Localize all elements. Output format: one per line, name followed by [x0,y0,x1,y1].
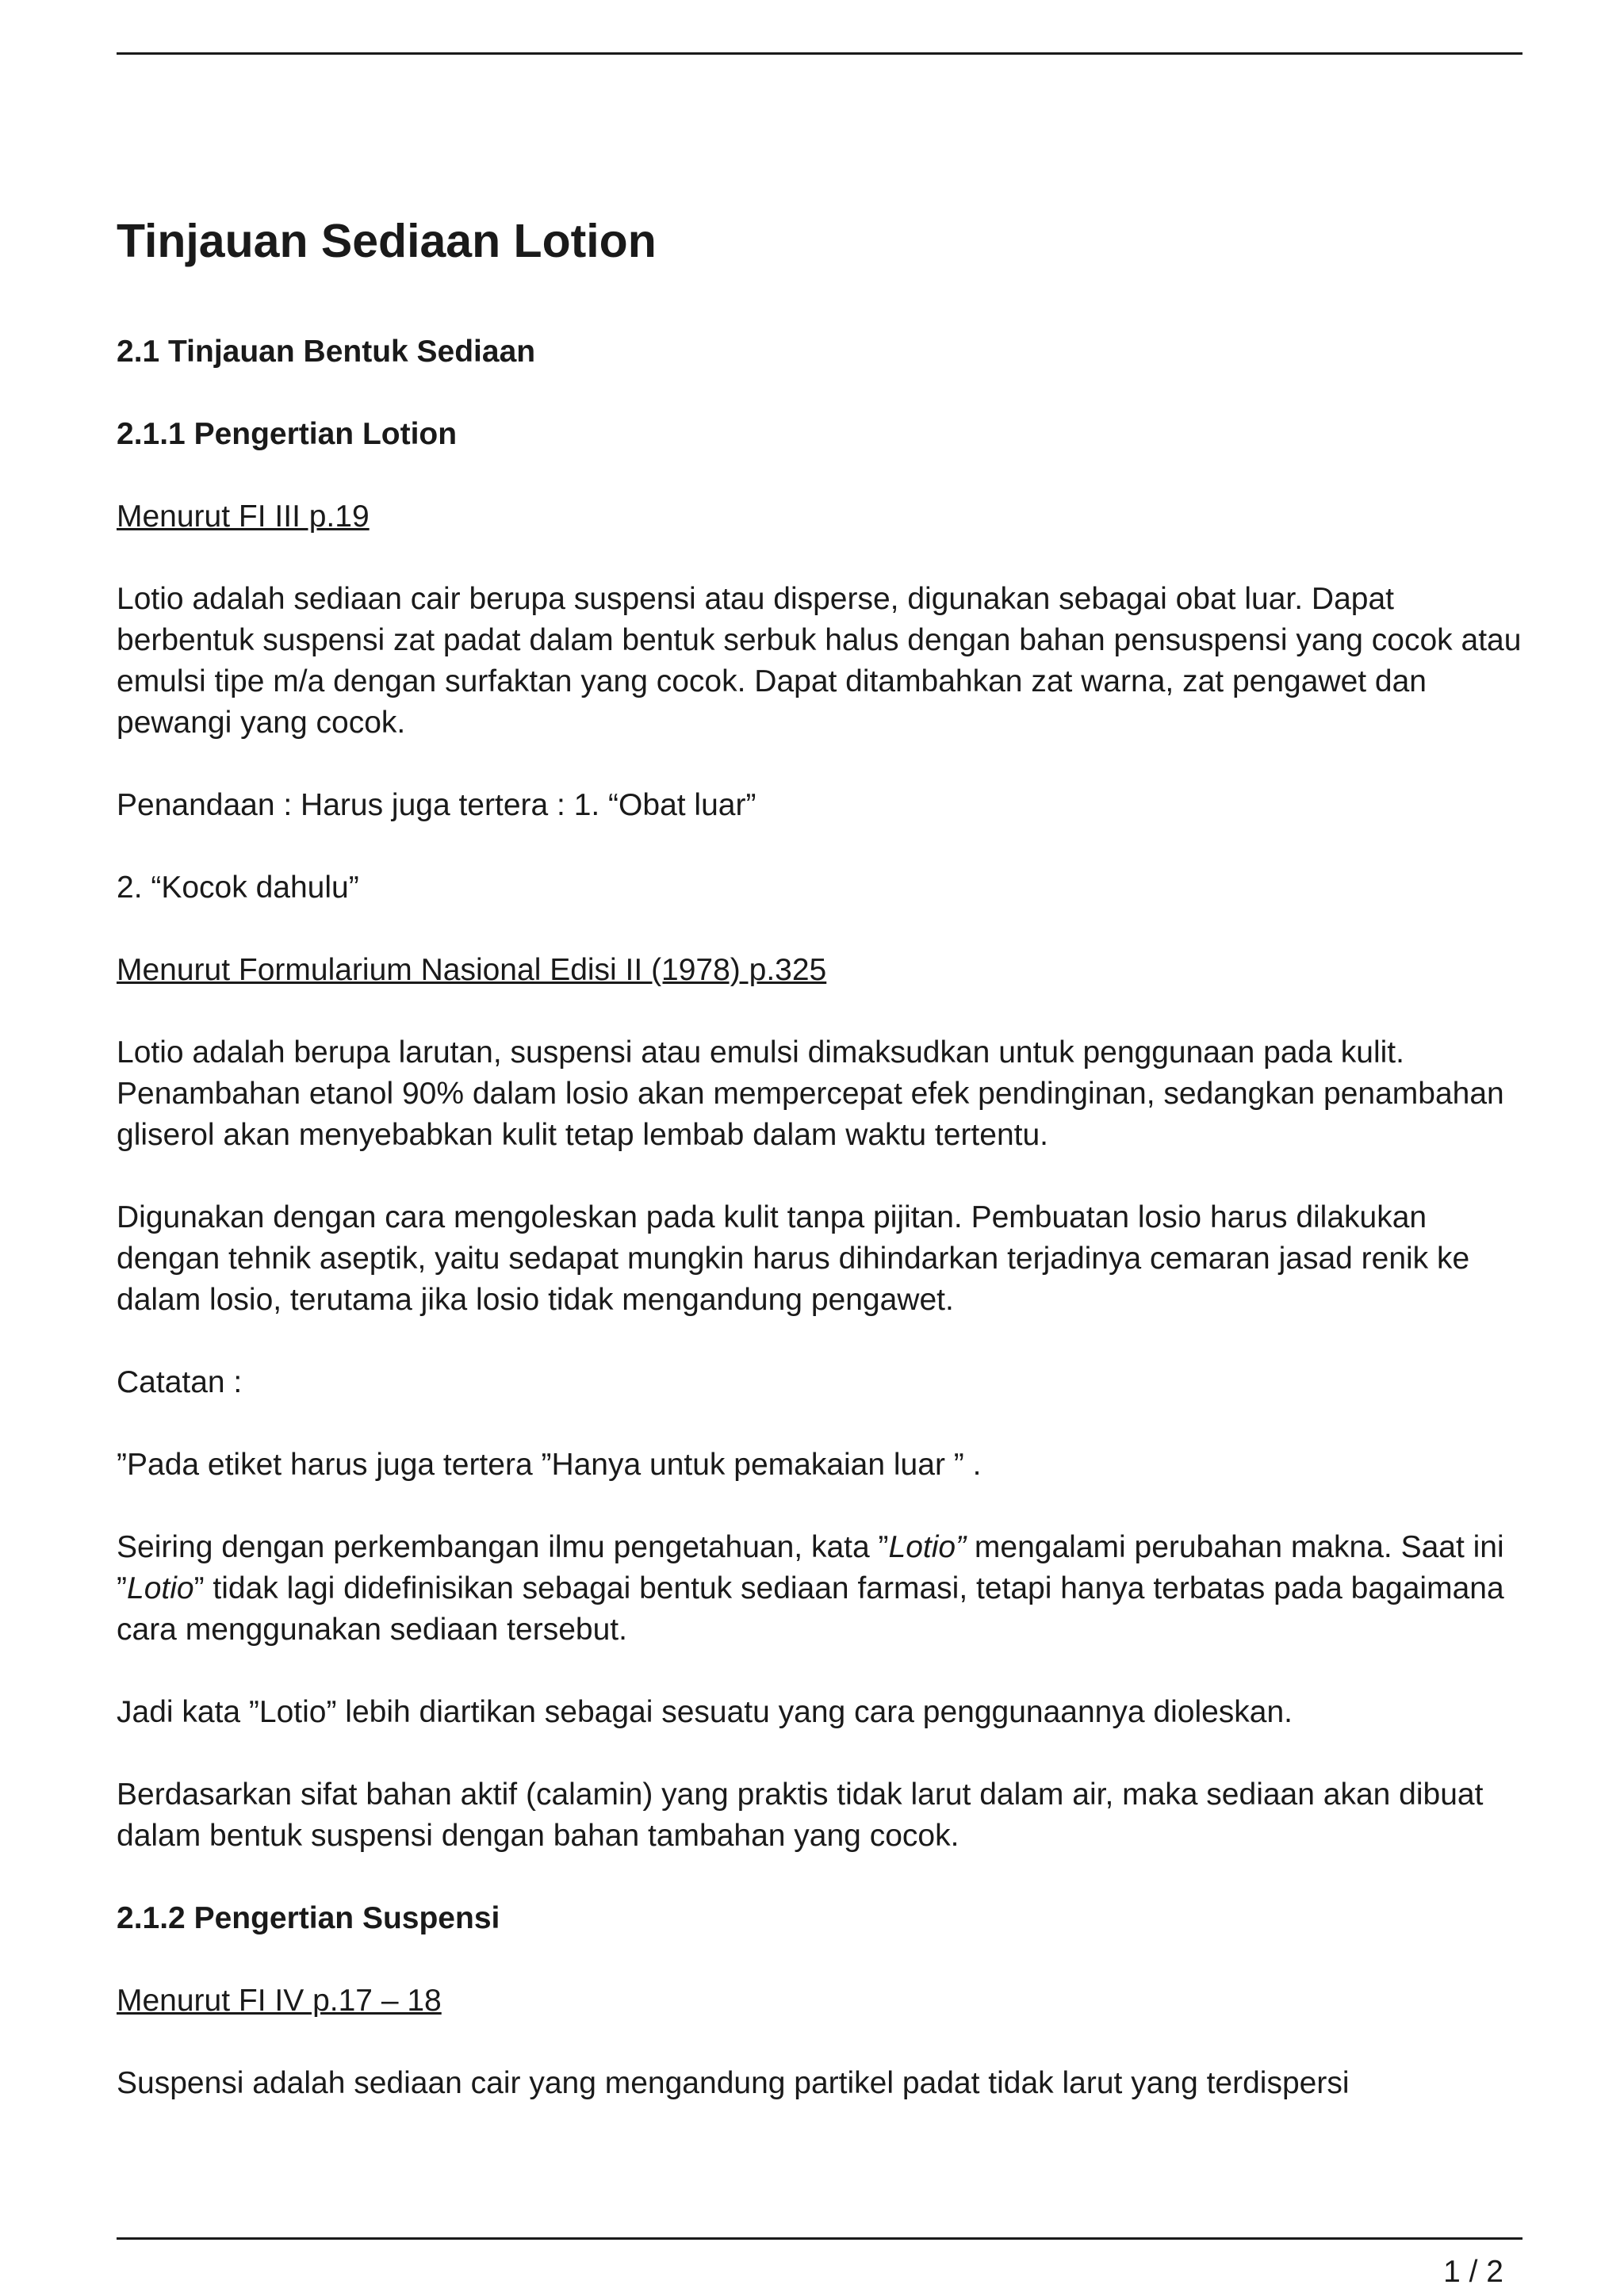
paragraph-lotio-definition-2: Lotio adalah berupa larutan, suspensi atau emulsi dimaksudkan untuk penggunaan pada kulit. Penambahan etanol 90% dalam losio akan mempercepat efek pendinginan, sedangkan penambahan gliserol akan menyebabkan kulit tetap lembab dalam waktu tertentu. [117,1035,1504,1152]
paragraph-kocok-dahulu: 2. “Kocok dahulu” [117,871,359,905]
seiring-text-a: Seiring dengan perkembangan ilmu pengetahuan, kata ” [117,1530,889,1564]
paragraph-suspensi: Suspensi adalah sediaan cair yang mengandung partikel padat tidak larut yang terdispersi [117,2066,1350,2100]
page-title: Tinjauan Sediaan Lotion [117,215,657,267]
paragraph-etiket: ”Pada etiket harus juga tertera ”Hanya untuk pemakaian luar ” . [117,1448,982,1482]
footer-rule [117,2237,1522,2240]
paragraph-digunakan: Digunakan dengan cara mengoleskan pada kulit tanpa pijitan. Pembuatan losio harus dilakukan dengan tehnik aseptik, yaitu sedapat mungkin harus dihindarkan terjadinya cemaran jasad renik ke dalam losio, terutama jika losio tidak mengandung pengawet. [117,1200,1470,1317]
section-heading-2-1-1: 2.1.1 Pengertian Lotion [117,417,458,451]
section-heading-2-1-2: 2.1.2 Pengertian Suspensi [117,1901,500,1935]
section-heading-2-1: 2.1 Tinjauan Bentuk Sediaan [117,335,536,369]
seiring-lotio-italic-1: Lotio” [888,1530,967,1564]
paragraph-jadi: Jadi kata ”Lotio” lebih diartikan sebagai sesuatu yang cara penggunaannya dioleskan. [117,1695,1293,1729]
paragraph-lotio-definition-1: Lotio adalah sediaan cair berupa suspensi atau disperse, digunakan sebagai obat luar. Dapat berbentuk suspensi zat padat dalam bentuk serbuk halus dengan bahan pensuspensi yang cocok atau emulsi tipe m/a dengan surfaktan yang cocok. Dapat ditambahkan zat warna, zat pengawet dan pewangi yang cocok. [117,582,1522,740]
document-body [117,208,1522,2145]
seiring-text-e: ” tidak lagi didefinisikan sebagai bentuk sediaan farmasi, tetapi hanya terbatas pada bagaimana cara menggunakan sediaan tersebut. [117,1571,1504,1647]
seiring-lotio-italic-2: Lotio [127,1571,194,1605]
reference-fi-iv: Menurut FI IV p.17 – 18 [117,1984,442,2018]
reference-fi-iii: Menurut FI III p.19 [117,499,370,534]
paragraph-catatan: Catatan : [117,1365,243,1399]
header-rule [117,52,1522,55]
page-number: 1 / 2 [1443,2255,1503,2289]
paragraph-berdasarkan: Berdasarkan sifat bahan aktif (calamin) yang praktis tidak larut dalam air, maka sediaan akan dibuat dalam bentuk suspensi dengan bahan tambahan yang cocok. [117,1777,1484,1853]
reference-formularium: Menurut Formularium Nasional Edisi II (1978) p.325 [117,953,827,987]
seiring-text-c: mengalami perubahan makna. Saat ini ” [117,1530,1504,1605]
paragraph-seiring [117,1527,1522,1651]
paragraph-penandaan: Penandaan : Harus juga tertera : 1. “Obat luar” [117,788,756,822]
